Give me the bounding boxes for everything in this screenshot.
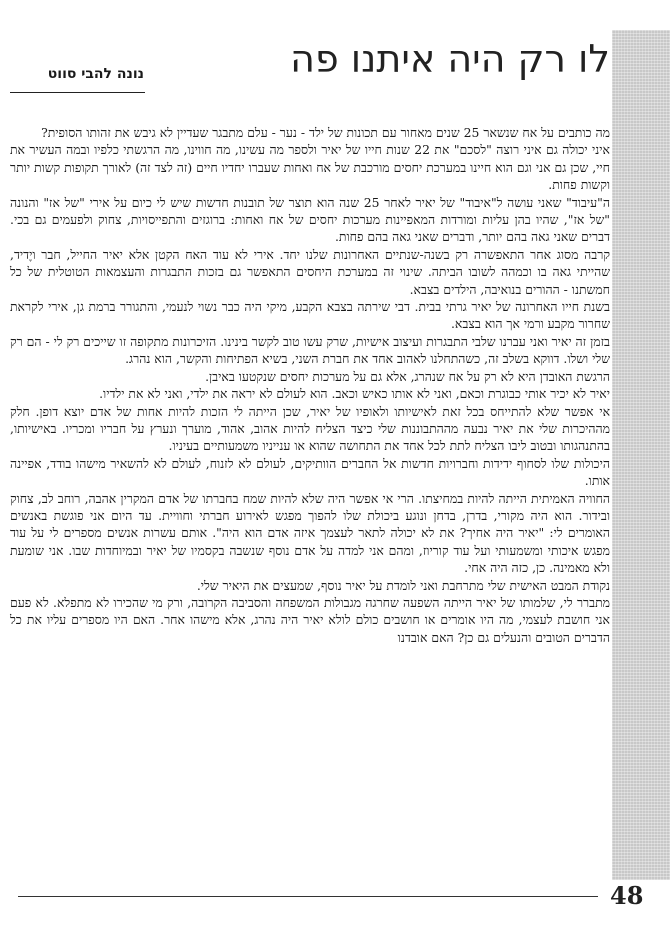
paragraph: מה כותבים על אח שנשאר 25 שנים מאחור עם תכונות של ילד - נער - עלם מתבגר שעדיין לא גיבש את זהותו הסופית? bbox=[41, 125, 610, 140]
paragraph: היכולות שלו לסחוף ידידות וחברויות חדשות אל החברים הוותיקים, לעולם לא לזנוח, לעולם לא להשאיר מישהו בודד, אפיינה אותו. bbox=[10, 455, 610, 489]
page-title: לו רק היה איתנו פה bbox=[290, 37, 610, 81]
paragraph: נקודת המבט האישית שלי מתרחבת ואני לומדת על יאיר נוסף, שמעצים את היאיר שלי. bbox=[196, 577, 610, 593]
page-number: 48 bbox=[610, 881, 644, 910]
paragraph: מתברר לי, שלמותו של יאיר הייתה השפעה שחרגה מגבולות המשפחה והסביבה הקרובה, ורק מי שהכירו לא מתפלא. לא פעם אני חושבת לעצמי, מה היו אומרים או חושבים כולם לולא יאיר היה נהרג, אלא מישהו אחר. האם היו מספרים עליו את כל הדברים הטובים והנעלים גם כן? האם אובדנו bbox=[10, 594, 610, 645]
article-body bbox=[10, 124, 610, 646]
paragraph: החוויה האמיתית הייתה להיות במחיצתו. הרי אי אפשר היה שלא להיות שמח בחברתו של אדם המקרין אהבה, רוחב לב, צחוק ובידור. הוא היה מקורי, בדרן, בדחן ונוגע ביכולת שלו להפוך מפגש לאירוע חברתי וחוויית. עד היום אני פוגשת באנשים האומרים לי: "יאיר היה אחיך? את לא יכולה לתאר לעצמך איזה אדם הוא היה". אותם עשרות אנשים מספרים לי על עוד מפגש איכותי ומשמעותי ועל עוד קוריוז, ומהם אני למדה על אדם נוסף שנשבה בקסמיו של יאיר ובמיוחדות שבו. אני שומעת ולא מאמינה. כן, כזה היה אחי. bbox=[10, 490, 610, 576]
author-name: נונה להבי סווט bbox=[47, 66, 144, 82]
paragraph: אי אפשר שלא להתייחס בכל זאת לאישיותו ולאופיו של יאיר, שכן הייתה לי הזכות להיות אחות של אדם יוצא דופן. חלק מההיכרות שלי את יאיר נבעה מההתבוננות שלי כיצד הצליח להיות אהוב, אהוד, מוערך ונערץ על חבריו ומכריו. באישיותו, בהתנהגותו ובטוב ליבו הצליח לתת לכל אחד את התחושה שהוא או ענייניו משמעותיים בעיניו. bbox=[10, 403, 610, 454]
paragraph: קרבה מסוג אחר התאפשרה רק בשנה-שנתיים האחרונות שלנו יחד. אירי לא עוד האח הקטן אלא יאיר החייל, חבר ויֶדיד, שהייתי גאה בו וכמהה לשובו הביתה. שינוי זה במערכת היחסים התאפשר גם בזכות התבגרות והעצמאות הטוטלית של כל חמשתנו - ההורים בנואיבה, הילדים בצבא. bbox=[10, 246, 610, 297]
footer-rule bbox=[18, 896, 598, 897]
paragraph: יאיר לא יכיר אותי כבוגרת וכאם, ואני לא אותו כאיש וכאב. הוא לעולם לא יראה את ילדי, ואני לא את ילדיו. bbox=[99, 386, 610, 402]
paragraph: בשנת חייו האחרונה של יאיר גרתי בבית. דבי שירתה בצבא הקבע, מיקי היה כבר נשוי לנעמי, והתגורר ברמת גן, אירי לקראת שחרור מקבע ורמי אך הוא בצבא. bbox=[10, 299, 610, 332]
paragraph: בזמן זה יאיר ואני עברנו שלבי התבגרות ועיצוב אישיות, שרק עשו טוב לקשר בינינו. הזיכרונות מתקופה זו שייכים רק לי - הם רק שלי ושלו. דווקא בשלב זה, כשהתחלנו לאהוב אחד את חברת השני, בשיא הפתיחות והקשר, הוא נהרג. bbox=[10, 333, 610, 367]
paragraph: ה"עיבוד" שאני עושה ל"איבוד" של יאיר לאחר 25 שנה הוא תוצר של תובנות חדשות שיש לי כיום על אירי "של אז" והנונה "של אז", שהיו בהן עליות ומורדות המאפיינות מערכות יחסים של אח ואחות: ברוגזים והתפייסויות, צחוק ולפעמים גם בכי. דברים שאני גאה בהם יותר, ודברים שאני גאה בהם פחות. bbox=[10, 194, 610, 245]
paragraph: איני יכולה גם איני רוצה "לסכם" את 22 שנות חייו של יאיר ולספר מה עשינו, מה חווינו, מה הרגשתי כלפיו ובמה העשיר את חיי, שכן גם אני וגם הוא חיינו במערכת יחסים מורכבת של אח ואחות שעברו יחדיו חיים (זה לצד זה) לאורך תקופות קשות יותר וקשות פחות. bbox=[10, 142, 610, 193]
paragraph: הרגשת האובדן היא לא רק על אח שנהרג, אלא גם על מערכות יחסים שנקטעו באיבן. bbox=[205, 368, 610, 384]
side-gray-strip bbox=[612, 30, 670, 880]
author-underline bbox=[10, 92, 145, 93]
